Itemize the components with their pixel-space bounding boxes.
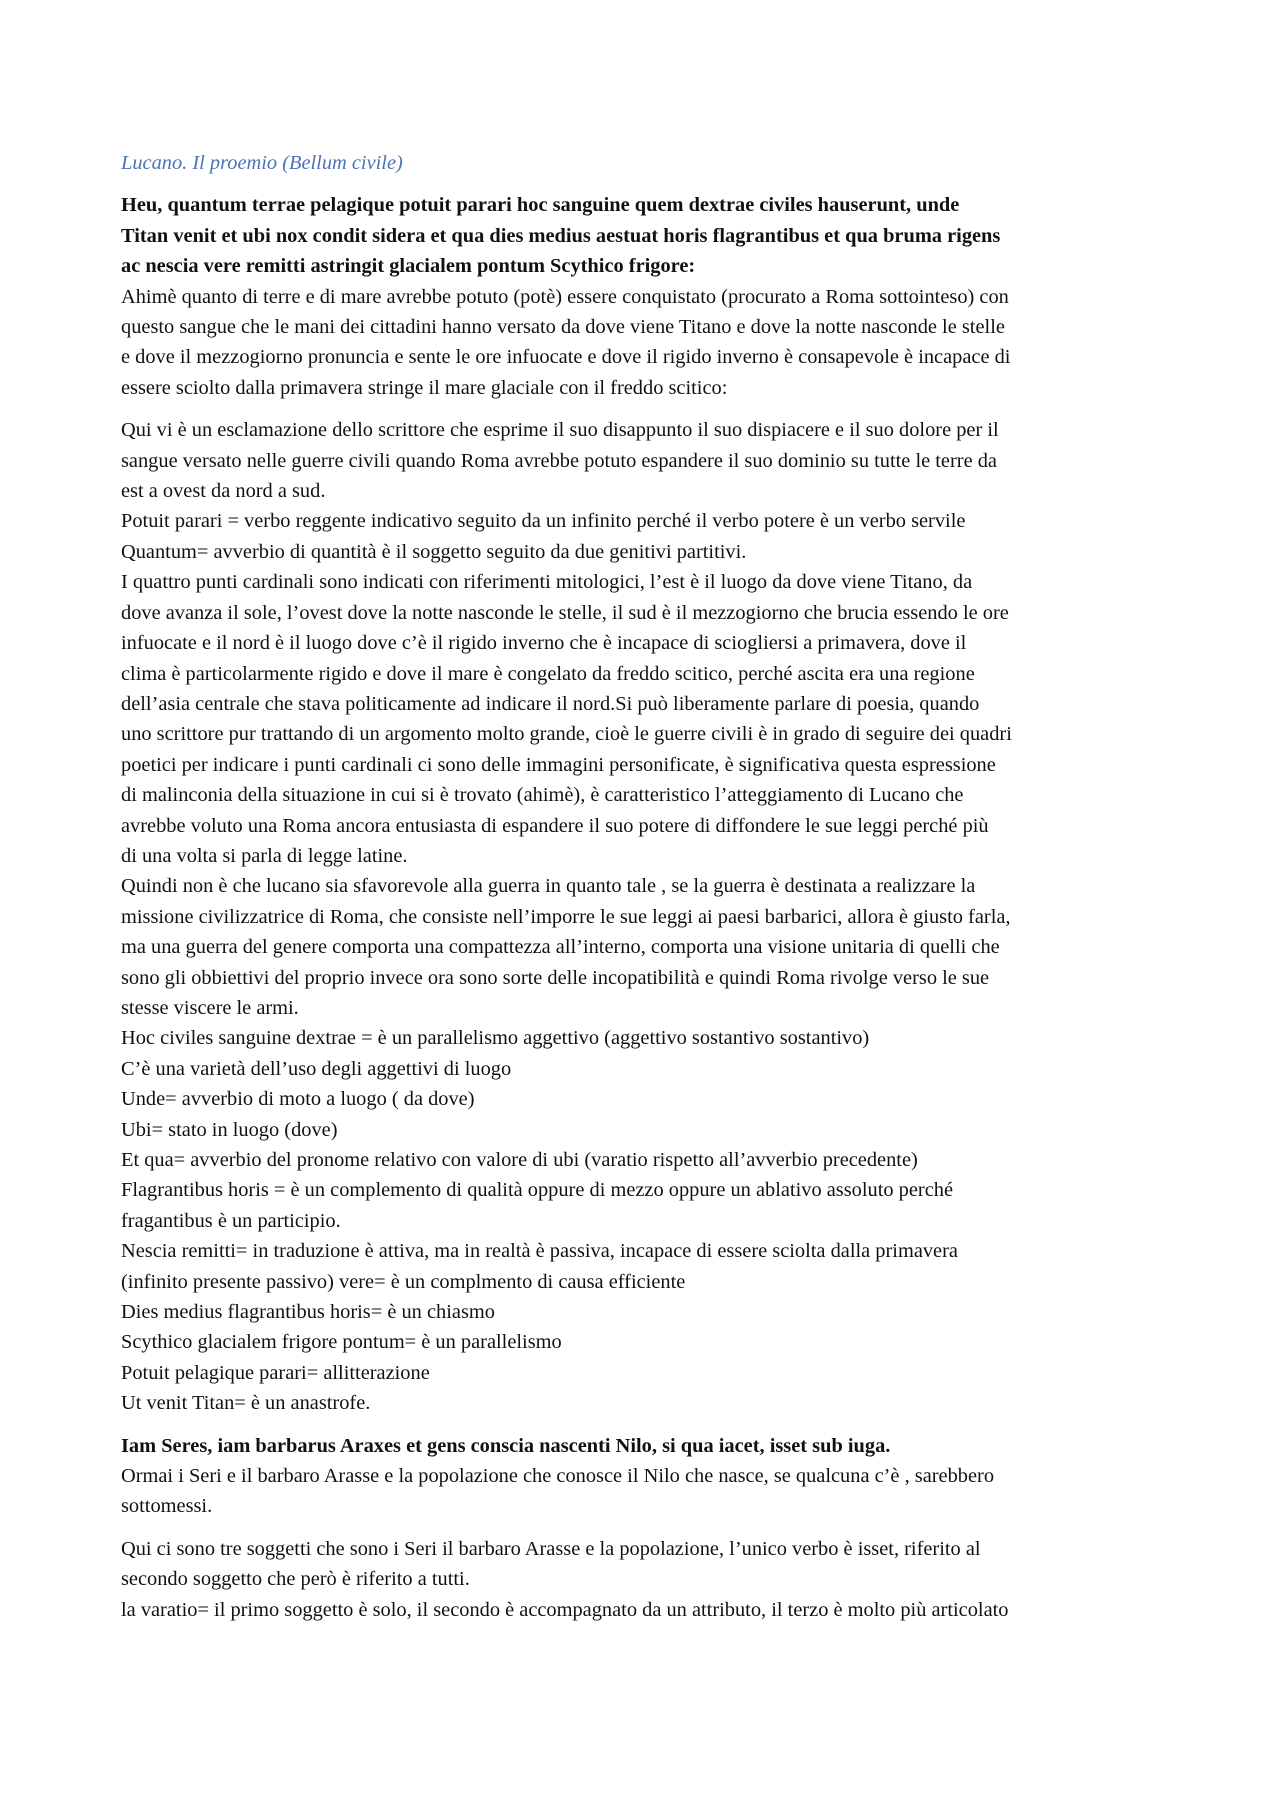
latin-line: ac nescia vere remitti astringit glacialem pontum Scythico frigore: (121, 255, 696, 278)
commentary-line: missione civilizzatrice di Roma, che consiste nell’imporre le sue leggi ai paesi barbarici, allora è giusto farla, (121, 905, 1011, 928)
translation-line: e dove il mezzogiorno pronuncia e sente le ore infuocate e dove il rigido inverno è consapevole è incapace di (121, 346, 1011, 369)
commentary-line: (infinito presente passivo) vere= è un complmento di causa efficiente (121, 1270, 686, 1293)
latin-line: Heu, quantum terrae pelagique potuit parari hoc sanguine quem dextrae civiles hauserunt, unde (121, 194, 960, 217)
commentary-line: Flagrantibus horis = è un complemento di qualità oppure di mezzo oppure un ablativo assoluto perché (121, 1179, 954, 1202)
commentary-line: Potuit parari = verbo reggente indicativo seguito da un infinito perché il verbo potere è un verbo servile (121, 510, 966, 533)
document-heading: Lucano. Il proemio (Bellum civile) (121, 152, 403, 174)
commentary-line: Quindi non è che lucano sia sfavorevole alla guerra in quanto tale , se la guerra è destinata a realizzare la (121, 875, 976, 898)
latin-passage-1 (121, 190, 1171, 281)
translation-1 (121, 282, 1171, 404)
translation-line: Ormai i Seri e il barbaro Arasse e la popolazione che conosce il Nilo che nasce, se qualcuna c’è , sarebbero (121, 1465, 995, 1488)
commentary-line: di malinconia della situazione in cui si è trovato (ahimè), è caratteristico l’atteggiamento di Lucano che (121, 784, 964, 807)
commentary-line: est a ovest da nord a sud. (121, 480, 326, 503)
commentary-line: Scythico glacialem frigore pontum= è un parallelismo (121, 1331, 562, 1354)
translation-line: essere sciolto dalla primavera stringe il mare glaciale con il freddo scitico: (121, 376, 728, 399)
commentary-line: Quantum= avverbio di quantità è il soggetto seguito da due genitivi partitivi. (121, 540, 747, 563)
translation-line: Ahimè quanto di terre e di mare avrebbe potuto (potè) essere conquistato (procurato a Roma sottointeso) con (121, 285, 1009, 308)
commentary-line: Et qua= avverbio del pronome relativo con valore di ubi (varatio rispetto all’avverbio precedente) (121, 1149, 918, 1171)
commentary-line: fragantibus è un participio. (121, 1209, 341, 1232)
commentary-line: C’è una varietà dell’uso degli aggettivi di luogo (121, 1057, 512, 1080)
commentary-line: stesse viscere le armi. (121, 996, 299, 1019)
latin-line: Titan venit et ubi nox condit sidera et qua dies medius aestuat horis flagrantibus et qua bruma rigens (121, 224, 1001, 247)
commentary-line: uno scrittore pur trattando di un argomento molto grande, cioè le guerre civili è in grado di seguire dei quadri (121, 723, 1012, 746)
commentary-line: dove avanza il sole, l’ovest dove la notte nasconde le stelle, il sud è il mezzogiorno che brucia essendo le ore (121, 601, 1009, 624)
commentary-line: sono gli obbiettivi del proprio invece ora sono sorte delle incopatibilità e quindi Roma rivolge verso le sue (121, 966, 990, 989)
translation-2 (121, 1461, 1171, 1522)
translation-line: questo sangue che le mani dei cittadini hanno versato da dove viene Titano e dove la notte nasconde le stelle (121, 316, 1005, 339)
commentary-1 (121, 415, 1171, 1418)
commentary-line: I quattro punti cardinali sono indicati con riferimenti mitologici, l’est è il luogo da dove viene Titano, da (121, 571, 973, 594)
commentary-2 (121, 1534, 1171, 1625)
commentary-line: Hoc civiles sanguine dextrae = è un parallelismo aggettivo (aggettivo sostantivo sostantivo) (121, 1027, 870, 1050)
commentary-line: secondo soggetto che però è riferito a tutti. (121, 1568, 470, 1591)
commentary-line: Dies medius flagrantibus horis= è un chiasmo (121, 1301, 495, 1324)
commentary-line: sangue versato nelle guerre civili quando Roma avrebbe potuto espandere il suo dominio su tutte le terre da (121, 449, 997, 472)
latin-passage-2: Iam Seres, iam barbarus Araxes et gens conscia nascenti Nilo, si qua iacet, isset sub iuga. (121, 1434, 891, 1457)
commentary-line: di una volta si parla di legge latine. (121, 844, 408, 867)
commentary-line: la varatio= il primo soggetto è solo, il secondo è accompagnato da un attributo, il terzo è molto più articolato (121, 1598, 1009, 1621)
commentary-line: poetici per indicare i punti cardinali ci sono delle immagini personificate, è significativa questa espressione (121, 753, 996, 776)
document-page (121, 148, 1171, 1625)
translation-line: sottomessi. (121, 1495, 213, 1518)
commentary-line: dell’asia centrale che stava politicamente ad indicare il nord.Si può liberamente parlare di poesia, quando (121, 692, 980, 715)
commentary-line: Nescia remitti= in traduzione è attiva, ma in realtà è passiva, incapace di essere sciolta dalla primavera (121, 1240, 958, 1263)
commentary-line: clima è particolarmente rigido e dove il mare è congelato da freddo scitico, perché ascita era una regione (121, 662, 975, 685)
commentary-line: Ubi= stato in luogo (dove) (121, 1118, 338, 1141)
commentary-line: Ut venit Titan= è un anastrofe. (121, 1392, 371, 1415)
commentary-line: Qui ci sono tre soggetti che sono i Seri il barbaro Arasse e la popolazione, l’unico verbo è isset, riferito al (121, 1537, 981, 1560)
commentary-line: Unde= avverbio di moto a luogo ( da dove) (121, 1088, 475, 1111)
commentary-line: Potuit pelagique parari= allitterazione (121, 1361, 430, 1384)
commentary-line: infuocate e il nord è il luogo dove c’è il rigido inverno che è incapace di sciogliersi a primavera, dove il (121, 632, 967, 655)
commentary-line: Qui vi è un esclamazione dello scrittore che esprime il suo disappunto il suo dispiacere e il suo dolore per il (121, 419, 999, 442)
commentary-line: avrebbe voluto una Roma ancora entusiasta di espandere il suo potere di diffondere le sue leggi perché più (121, 814, 989, 837)
commentary-line: ma una guerra del genere comporta una compattezza all’interno, comporta una visione unitaria di quelli che (121, 936, 1000, 959)
